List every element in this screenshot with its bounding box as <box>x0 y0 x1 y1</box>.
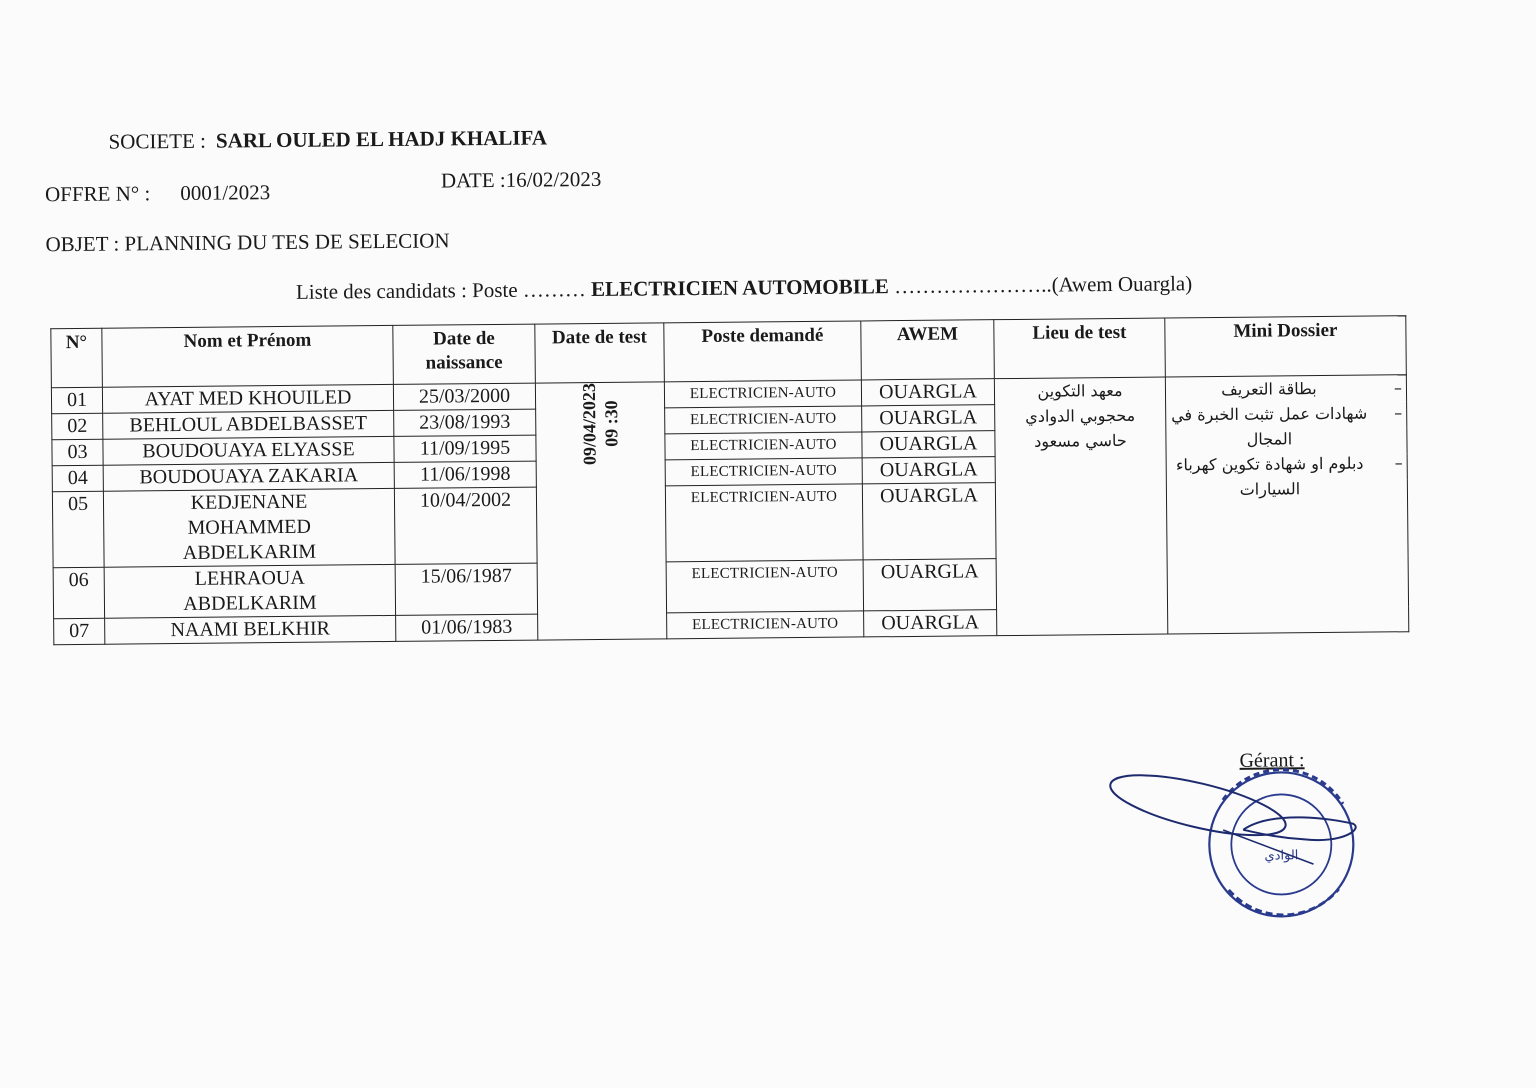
row-position: ELECTRICIEN-AUTO <box>665 458 862 486</box>
test-time: 09 :30 <box>601 400 622 448</box>
row-name: BOUDOUAYA ELYASSE <box>103 436 394 465</box>
stamp-icon <box>1102 749 1374 922</box>
row-position: ELECTRICIEN-AUTO <box>665 432 862 460</box>
test-location-cell <box>994 377 1167 636</box>
row-awem: OUARGLA <box>862 405 995 432</box>
location-line: محجوبي الدوادي <box>1025 405 1136 426</box>
svg-text:الوادي: الوادي <box>1264 848 1299 864</box>
mini-dossier-cell <box>1165 375 1408 634</box>
row-birth: 11/06/1998 <box>394 461 536 488</box>
dossier-item: – بطاقة التعريف <box>1170 375 1402 402</box>
row-position: ELECTRICIEN-AUTO <box>666 560 863 613</box>
row-birth: 25/03/2000 <box>393 383 535 410</box>
row-awem: OUARGLA <box>862 457 995 484</box>
company-line <box>108 125 547 154</box>
candidate-list-title <box>296 271 1192 305</box>
signature-block <box>1102 749 1374 922</box>
row-awem: OUARGLA <box>864 610 997 637</box>
location-line: حاسي مسعود <box>1034 430 1127 451</box>
offer-line <box>45 180 270 207</box>
candidates-table <box>50 315 1409 645</box>
list-suffix: …………………..(Awem Ouargla) <box>888 271 1193 299</box>
dossier-item: – دبلوم او شهادة تكوين كهرباء السيارات <box>1171 450 1403 502</box>
row-num: 04 <box>52 465 103 491</box>
header-birth: Date de naissance <box>393 324 536 384</box>
document-date: DATE :16/02/2023 <box>440 166 602 193</box>
list-position: ELECTRICIEN AUTOMOBILE <box>590 274 889 302</box>
list-prefix: Liste des candidats : Poste ……… <box>295 277 592 304</box>
row-name: BOUDOUAYA ZAKARIA <box>103 462 394 491</box>
header-test-date: Date de test <box>535 323 665 383</box>
row-awem: OUARGLA <box>863 559 996 611</box>
test-date-cell <box>535 382 666 640</box>
row-position: ELECTRICIEN-AUTO <box>665 484 863 562</box>
row-name: KEDJENANE MOHAMMED ABDELKARIM <box>103 488 395 567</box>
row-name: BEHLOUL ABDELBASSET <box>103 410 394 439</box>
header-awem: AWEM <box>861 320 995 380</box>
row-position: ELECTRICIEN-AUTO <box>664 380 861 408</box>
row-num: 01 <box>51 387 102 413</box>
row-name: NAAMI BELKHIR <box>105 615 396 644</box>
row-awem: OUARGLA <box>861 379 994 406</box>
row-birth: 23/08/1993 <box>394 409 536 436</box>
company-name: SARL OULED EL HADJ KHALIFA <box>215 125 548 153</box>
header-position: Poste demandé <box>664 321 862 382</box>
manager-label: Gérant : <box>1239 749 1305 772</box>
offer-label: OFFRE N° : <box>44 181 151 207</box>
row-birth: 15/06/1987 <box>395 563 537 615</box>
row-name: AYAT MED KHOUILED <box>102 384 393 413</box>
row-position: ELECTRICIEN-AUTO <box>665 406 862 434</box>
row-num: 05 <box>52 491 104 567</box>
row-num: 07 <box>54 618 105 644</box>
location-line: معهد التكوين <box>1037 380 1123 401</box>
test-date-vertical <box>578 383 623 465</box>
dossier-list <box>1170 375 1403 502</box>
offer-number: 0001/2023 <box>180 180 271 205</box>
row-num: 02 <box>52 413 103 439</box>
document-subject: OBJET : PLANNING DU TES DE SELECION <box>45 228 450 257</box>
row-birth: 10/04/2002 <box>394 487 537 564</box>
row-birth: 01/06/1983 <box>396 614 538 641</box>
header-name: Nom et Prénom <box>102 325 394 387</box>
header-num: N° <box>51 328 103 387</box>
row-awem: OUARGLA <box>862 483 996 560</box>
row-position: ELECTRICIEN-AUTO <box>667 611 864 639</box>
test-date: 09/04/2023 <box>578 382 600 466</box>
row-num: 06 <box>53 567 104 618</box>
row-num: 03 <box>52 439 103 465</box>
row-birth: 11/09/1995 <box>394 435 536 462</box>
dossier-item: – شهادات عمل تثبت الخبرة في المجال <box>1170 400 1402 452</box>
header-mini-dossier: Mini Dossier <box>1165 316 1407 377</box>
row-name: LEHRAOUA ABDELKARIM <box>104 564 395 618</box>
row-awem: OUARGLA <box>862 431 995 458</box>
company-label: SOCIETE : <box>108 128 207 154</box>
header-test-location: Lieu de test <box>994 318 1166 379</box>
